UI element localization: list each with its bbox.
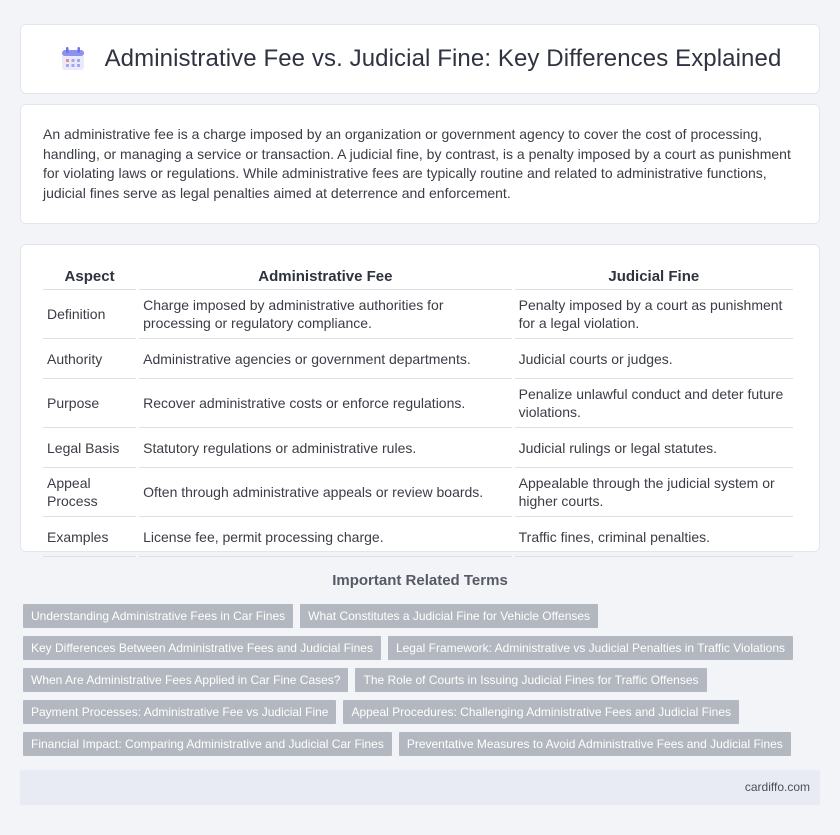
related-term-link[interactable]: Legal Framework: Administrative vs Judicial Penalties in Traffic Violations — [388, 636, 793, 660]
administrative-fee-cell: Recover administrative costs or enforce regulations. — [139, 379, 512, 428]
administrative-fee-cell: Statutory regulations or administrative rules. — [139, 428, 512, 468]
judicial-fine-cell: Judicial courts or judges. — [515, 339, 793, 379]
table-row — [43, 379, 793, 428]
intro-paragraph: An administrative fee is a charge imposed by an organization or government agency to cover the cost of processing, handling, or managing a service or transaction. A judicial fine, by contrast, is a penalty imposed by a court as punishment for violating laws or regulations. While administrative fees are typically routine and related to administrative functions, judicial fines serve as legal penalties aimed at deterrence and enforcement. — [43, 126, 791, 201]
aspect-cell: Purpose — [43, 379, 136, 428]
judicial-fine-cell: Appealable through the judicial system or higher courts. — [515, 468, 793, 517]
table-header-row — [43, 267, 793, 290]
related-terms-list — [23, 604, 823, 764]
calendar-icon — [59, 45, 87, 73]
related-term-link[interactable]: Appeal Procedures: Challenging Administrative Fees and Judicial Fines — [343, 700, 739, 724]
administrative-fee-cell: License fee, permit processing charge. — [139, 517, 512, 557]
footer — [20, 770, 820, 805]
judicial-fine-cell: Traffic fines, criminal penalties. — [515, 517, 793, 557]
aspect-cell: Appeal Process — [43, 468, 136, 517]
tag-row — [23, 668, 823, 692]
table-row — [43, 290, 793, 339]
header — [59, 45, 782, 73]
related-terms-title: Important Related Terms — [332, 572, 508, 589]
aspect-cell: Authority — [43, 339, 136, 379]
aspect-cell: Examples — [43, 517, 136, 557]
comparison-card — [20, 244, 820, 552]
header-card — [20, 24, 820, 94]
related-term-link[interactable]: What Constitutes a Judicial Fine for Vehicle Offenses — [300, 604, 598, 628]
related-term-link[interactable]: Understanding Administrative Fees in Car Fines — [23, 604, 293, 628]
tag-row — [23, 636, 823, 660]
related-term-link[interactable]: Key Differences Between Administrative Fees and Judicial Fines — [23, 636, 381, 660]
administrative-fee-cell: Administrative agencies or government departments. — [139, 339, 512, 379]
table-row — [43, 339, 793, 379]
page-title: Administrative Fee vs. Judicial Fine: Key Differences Explained — [104, 45, 782, 72]
header-judicial-fine: Judicial Fine — [515, 267, 793, 290]
tag-row — [23, 700, 823, 724]
related-term-link[interactable]: When Are Administrative Fees Applied in Car Fine Cases? — [23, 668, 348, 692]
aspect-cell: Definition — [43, 290, 136, 339]
intro-card — [20, 104, 820, 224]
header-aspect: Aspect — [43, 267, 136, 290]
aspect-cell: Legal Basis — [43, 428, 136, 468]
table-row — [43, 428, 793, 468]
judicial-fine-cell: Judicial rulings or legal statutes. — [515, 428, 793, 468]
table-row — [43, 468, 793, 517]
administrative-fee-cell: Often through administrative appeals or review boards. — [139, 468, 512, 517]
tag-row — [23, 732, 823, 756]
footer-site-link[interactable]: cardiffo.com — [744, 780, 810, 794]
related-term-link[interactable]: Preventative Measures to Avoid Administrative Fees and Judicial Fines — [399, 732, 791, 756]
related-term-link[interactable]: Financial Impact: Comparing Administrative and Judicial Car Fines — [23, 732, 392, 756]
related-term-link[interactable]: Payment Processes: Administrative Fee vs Judicial Fine — [23, 700, 336, 724]
tag-row — [23, 604, 823, 628]
judicial-fine-cell: Penalty imposed by a court as punishment for a legal violation. — [515, 290, 793, 339]
header-administrative-fee: Administrative Fee — [139, 267, 512, 290]
table-row — [43, 517, 793, 557]
comparison-table — [40, 267, 796, 557]
judicial-fine-cell: Penalize unlawful conduct and deter future violations. — [515, 379, 793, 428]
administrative-fee-cell: Charge imposed by administrative authorities for processing or regulatory compliance. — [139, 290, 512, 339]
related-term-link[interactable]: The Role of Courts in Issuing Judicial Fines for Traffic Offenses — [355, 668, 706, 692]
